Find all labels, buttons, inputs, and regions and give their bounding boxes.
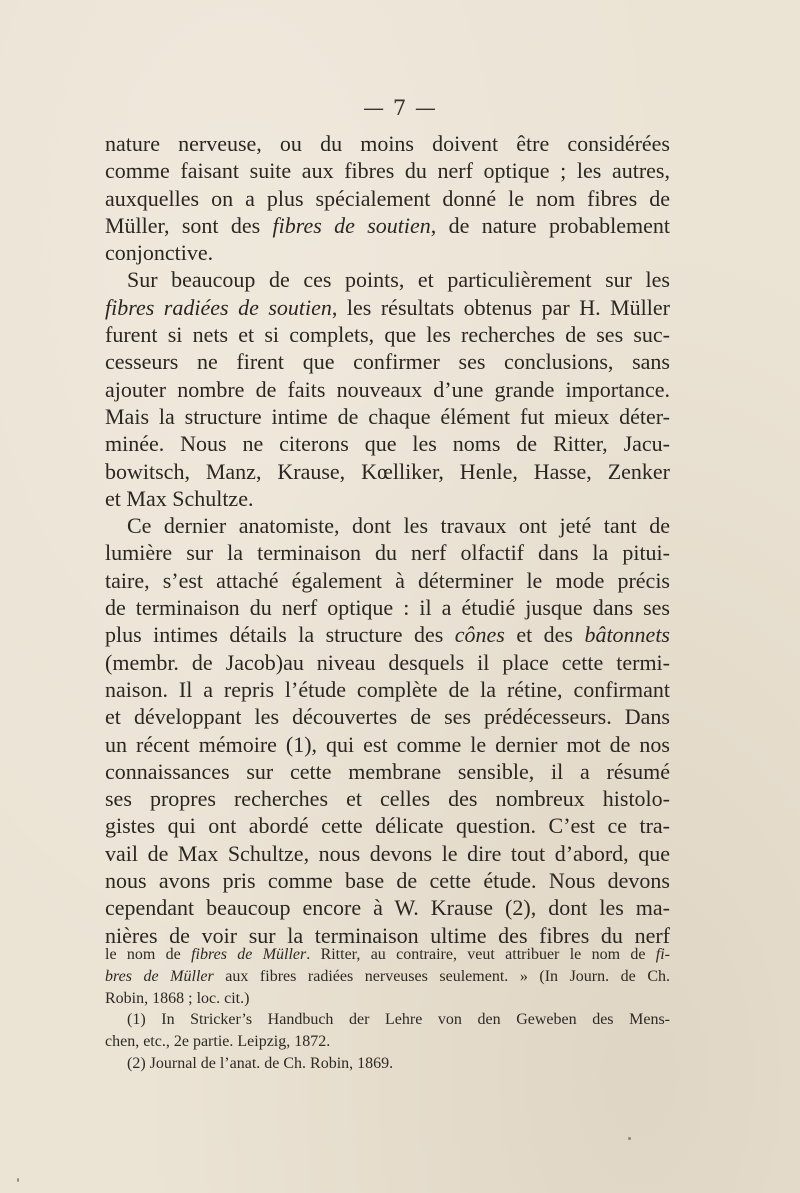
footnote-line: chen, etc., 2e partie. Leipzig, 1872. xyxy=(105,1033,331,1051)
italic-term: fi- xyxy=(655,946,670,963)
text-line: auxquelles on a plus spécialement donné le nom fibres de xyxy=(105,185,670,211)
italic-term: cônes xyxy=(454,622,505,648)
text-line: cesseurs ne firent que confirmer ses conclusions, sans xyxy=(105,349,670,375)
text-line: et Max Schultze. xyxy=(105,485,254,511)
text-line: Ce dernier anatomiste, dont les travaux ont jeté tant de xyxy=(127,513,670,539)
text-line: de terminaison du nerf optique : il a étudié jusque dans ses xyxy=(105,595,670,621)
text-line: furent si nets et si complets, que les recherches de ses suc- xyxy=(105,322,670,348)
text-line: ajouter nombre de faits nouveaux d’une grande importance. xyxy=(105,376,670,402)
text-line: plus intimes détails la structure des cônes et des bâtonnets xyxy=(105,622,670,648)
text-line: comme faisant suite aux fibres du nerf optique ; les autres, xyxy=(105,158,670,184)
text-line: naison. Il a repris l’étude complète de la rétine, confirmant xyxy=(105,676,670,702)
text-line: fibres radiées de soutien, les résultats obtenus par H. Müller xyxy=(105,294,670,320)
text-line: nature nerveuse, ou du moins doivent être considérées xyxy=(105,131,670,156)
italic-term: bres de Müller xyxy=(105,967,214,985)
italic-term: fibres de Müller xyxy=(191,946,307,963)
footnote-line: le nom de fibres de Müller. Ritter, au contraire, veut attribuer le nom de fi- xyxy=(105,946,670,963)
text-line: cependant beaucoup encore à W. Krause (2), dont les ma- xyxy=(105,895,670,921)
text-line: ses propres recherches et celles des nombreux histolo- xyxy=(105,786,670,812)
footnotes xyxy=(105,944,670,1075)
text-line: taire, s’est attaché également à déterminer le mode précis xyxy=(105,567,670,593)
paper-speck xyxy=(628,1137,631,1140)
text-line: vail de Max Schultze, nous devons le dire tout d’abord, que xyxy=(105,840,670,866)
italic-term: fibres de soutien xyxy=(272,212,431,238)
paper-speck xyxy=(17,1178,19,1182)
text-line: Mais la structure intime de chaque élément fut mieux déter- xyxy=(105,403,670,429)
text-line: Sur beaucoup de ces points, et particulièrement sur les xyxy=(127,267,670,293)
italic-term: bâtonnets xyxy=(584,622,670,648)
text-line: Müller, sont des fibres de soutien, de nature probablement xyxy=(105,212,670,238)
italic-term: fibres radiées de soutien xyxy=(105,294,332,320)
main-text xyxy=(105,130,670,949)
footnote-1: (1) In Stricker’s Handbuch der Lehre von den Geweben des Mens- xyxy=(127,1011,670,1029)
text-line: gistes qui ont abordé cette délicate question. C’est ce tra- xyxy=(105,813,670,839)
page-number: — 7 — xyxy=(363,96,437,120)
text-line: nous avons pris comme base de cette étude. Nous devons xyxy=(105,868,670,894)
text-line: lumière sur la terminaison du nerf olfactif dans la pitui- xyxy=(105,540,670,566)
text-line: minée. Nous ne citerons que les noms de Ritter, Jacu- xyxy=(105,431,670,457)
footnote-line: Robin, 1868 ; loc. cit.) xyxy=(105,989,250,1007)
text-line: (membr. de Jacob)au niveau desquels il place cette termi- xyxy=(105,649,670,675)
text-line: un récent mémoire (1), qui est comme le dernier mot de nos xyxy=(105,731,670,757)
text-line: nières de voir sur la terminaison ultime des fibres du nerf xyxy=(105,922,670,948)
text-line: bowitsch, Manz, Krause, Kœlliker, Henle, Hasse, Zenker xyxy=(105,458,670,484)
footnote-2: (2) Journal de l’anat. de Ch. Robin, 1869. xyxy=(127,1054,394,1072)
footnote-line: bres de Müller aux fibres radiées nerveuses seulement. » (In Journ. de Ch. xyxy=(105,967,670,985)
text-line: connaissances sur cette membrane sensible, il a résumé xyxy=(105,758,670,784)
text-line: et développant les découvertes de ses prédécesseurs. Dans xyxy=(105,704,670,730)
text-line: conjonctive. xyxy=(105,240,214,266)
